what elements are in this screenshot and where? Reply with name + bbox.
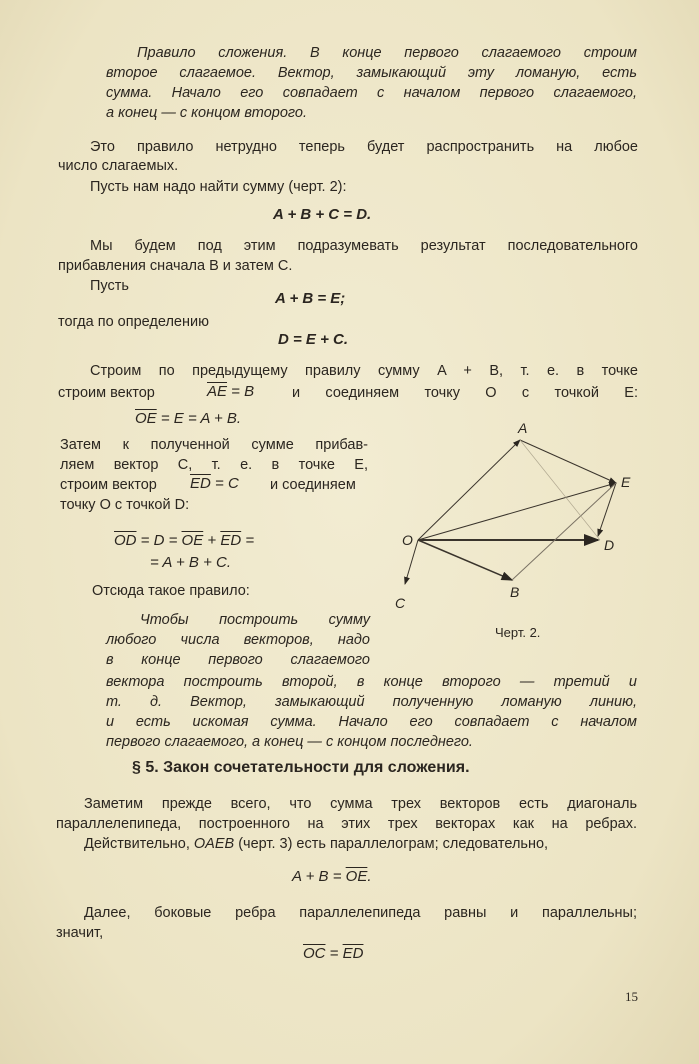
figure-caption: Черт. 2. bbox=[495, 625, 541, 640]
formula-inline bbox=[190, 475, 239, 492]
overlined-vector: $\overline{OE}$ bbox=[345, 868, 368, 885]
formula-part: . bbox=[367, 868, 372, 885]
paragraph-line: Это правило нетрудно теперь будет распространить на любое bbox=[90, 139, 638, 155]
vector-diagram bbox=[380, 410, 650, 610]
overlined-vector: $\overline{AE}$ bbox=[207, 383, 228, 400]
label-E: E bbox=[621, 474, 631, 490]
paragraph-text: строим вектор bbox=[58, 385, 155, 401]
text: OAEB bbox=[193, 836, 235, 852]
label-B: B bbox=[510, 584, 520, 600]
text: (черт. 3) есть параллелограм; следовательно, bbox=[234, 836, 549, 852]
formula bbox=[135, 410, 241, 427]
formula-part: = bbox=[325, 945, 343, 962]
formula bbox=[114, 532, 254, 549]
rule-line: т. д. Вектор, замыкающий полученную ломаную линию, bbox=[106, 694, 637, 710]
formula-part: + bbox=[203, 532, 221, 549]
label-D: D bbox=[604, 537, 615, 553]
rule-line: Правило сложения. В конце первого слагаемого строим bbox=[137, 45, 637, 61]
paragraph-text: и соединяем точку O с точкой E: bbox=[292, 385, 638, 401]
paragraph-line: Далее, боковые ребра параллелепипеда равны и параллельны; bbox=[84, 905, 637, 921]
formula-part: = E = A + B. bbox=[156, 410, 242, 427]
rule-line: в конце первого слагаемого bbox=[106, 652, 370, 668]
overlined-vector: $\overline{OE}$ bbox=[181, 532, 204, 549]
paragraph-line: параллелепипеда, построенного на этих трех векторах как на ребрах. bbox=[56, 816, 637, 832]
paragraph-line: Отсюда такое правило: bbox=[92, 583, 250, 599]
paragraph-line: Мы будем под этим подразумевать результат последовательного bbox=[90, 238, 638, 254]
overlined-vector: $\overline{ED}$ bbox=[190, 475, 211, 492]
paragraph-text: и соединяем bbox=[270, 477, 356, 493]
overlined-vector: $\overline{ED}$ bbox=[342, 945, 364, 962]
rule-line: любого числа векторов, надо bbox=[106, 632, 370, 648]
paragraph-line: число слагаемых. bbox=[58, 158, 179, 174]
vector-AE bbox=[520, 440, 616, 483]
overlined-vector: $\overline{ED}$ bbox=[220, 532, 242, 549]
formula: = A + B + C. bbox=[150, 554, 232, 571]
rule-line: а конец — с концом второго. bbox=[106, 105, 307, 121]
vector-OB bbox=[418, 540, 512, 580]
section-heading: § 5. Закон сочетательности для сложения. bbox=[132, 759, 470, 776]
rule-line: вектора построить второй, в конце второго — третий и bbox=[106, 674, 637, 690]
formula-inline bbox=[207, 383, 254, 400]
formula-part: = B bbox=[227, 383, 255, 400]
paragraph-line: ляем вектор C, т. е. в точке E, bbox=[60, 457, 368, 473]
paragraph-line bbox=[84, 835, 548, 853]
line-AD bbox=[520, 440, 600, 540]
rule-line: первого слагаемого, а конец — с концом последнего. bbox=[106, 734, 473, 750]
paragraph-text: строим вектор bbox=[60, 477, 157, 493]
rule-line: Чтобы построить сумму bbox=[140, 612, 370, 628]
paragraph-line: прибавления сначала B и затем C. bbox=[58, 258, 293, 274]
overlined-vector: $\overline{OD}$ bbox=[114, 532, 137, 549]
paragraph-line: точку O с точкой D: bbox=[60, 497, 190, 513]
rule-line: второе слагаемое. Вектор, замыкающий эту ломаную, есть bbox=[106, 65, 637, 81]
label-C: C bbox=[395, 595, 406, 610]
rule-line: сумма. Начало его совпадает с началом первого слагаемого, bbox=[106, 85, 637, 101]
overlined-vector: $\overline{OE}$ bbox=[135, 410, 157, 427]
formula bbox=[303, 945, 363, 962]
paragraph-line: Заметим прежде всего, что сумма трех векторов есть диагональ bbox=[84, 796, 637, 812]
formula: A + B = E; bbox=[275, 290, 346, 307]
formula-part: = C bbox=[210, 475, 239, 492]
paragraph-line: Пусть bbox=[90, 278, 129, 294]
label-O: O bbox=[402, 532, 413, 548]
formula: A + B + C = D. bbox=[273, 206, 372, 223]
formula: D = E + C. bbox=[278, 331, 349, 348]
overlined-vector: $\overline{OC}$ bbox=[303, 945, 326, 962]
rule-line: и есть искомая сумма. Начало его совпадает с началом bbox=[106, 714, 637, 730]
formula-part: = D = bbox=[136, 532, 182, 549]
formula bbox=[292, 868, 372, 885]
label-A: A bbox=[518, 420, 528, 436]
paragraph-line: значит, bbox=[56, 925, 104, 941]
formula-part: A + B = bbox=[292, 868, 346, 885]
paragraph-line: Строим по предыдущему правилу сумму A + B, т. е. в точке bbox=[90, 363, 638, 379]
paragraph-line: Пусть нам надо найти сумму (черт. 2): bbox=[90, 179, 347, 195]
paragraph-line: тогда по определению bbox=[58, 314, 209, 330]
text: Действительно, bbox=[84, 836, 194, 852]
paragraph-line: Затем к полученной сумме прибав- bbox=[60, 437, 368, 453]
formula-part: = bbox=[241, 532, 255, 549]
page-number: 15 bbox=[625, 989, 638, 1004]
